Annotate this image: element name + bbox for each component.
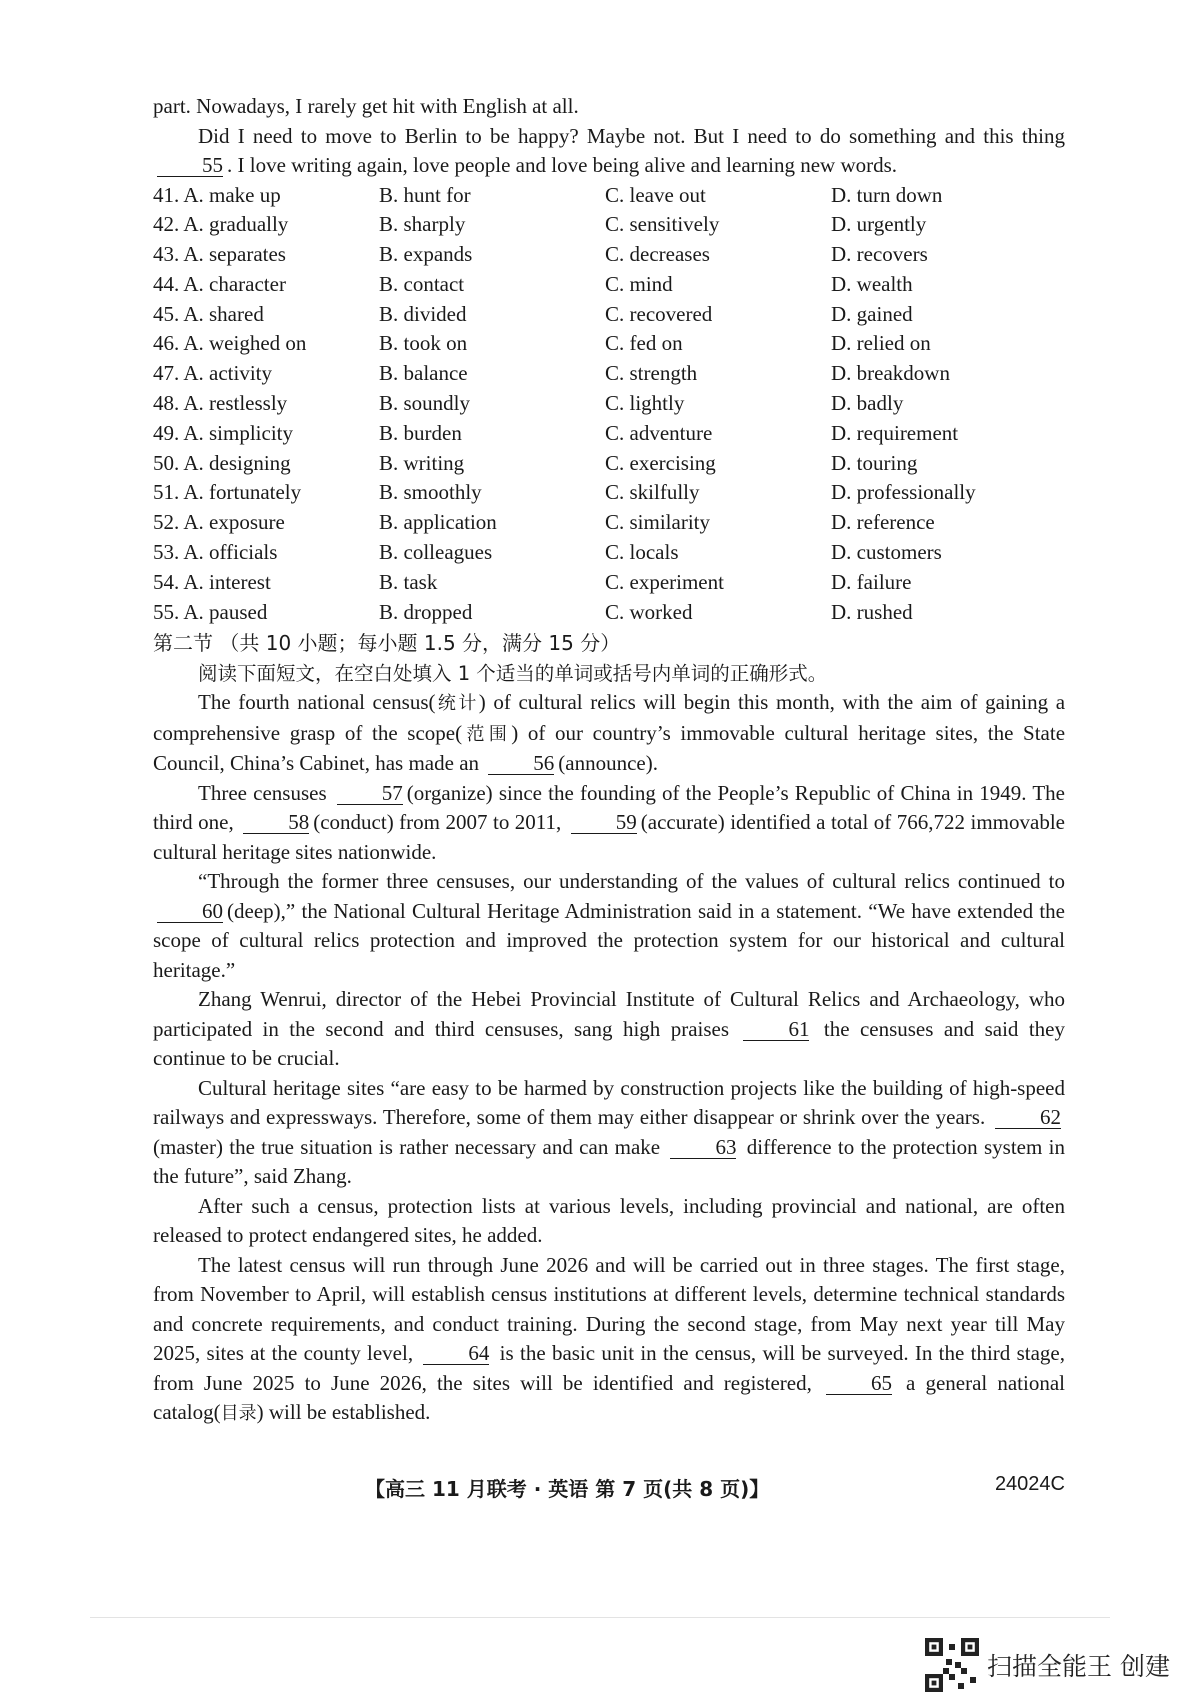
option-cell: D. turn down <box>831 182 943 207</box>
option-cell: 43. A. separates <box>153 242 286 267</box>
paragraph-4 <box>153 985 1065 1074</box>
passage-tail-line: part. Nowadays, I rarely get hit with English at all. <box>153 94 579 118</box>
option-cell: C. skilfully <box>605 480 700 505</box>
text-span: (master) the true situation is rather necessary and can make <box>153 1134 667 1159</box>
blank-60: 60 <box>157 900 223 923</box>
text-span: (deep),” the National Cultural Heritage Administration said in a statement. “We have extended the scope of cultural relics protection and improved the protection system for our historical and cultural heritage.” <box>153 898 1065 982</box>
text-span: difference to the protection system in the future”, said Zhang. <box>153 1134 1065 1189</box>
option-cell: C. lightly <box>605 391 685 416</box>
footer-title: 【高三 11 月联考 · 英语 第 7 页(共 8 页)】 <box>365 1477 770 1501</box>
option-cell: B. hunt for <box>379 182 471 207</box>
gloss: 目录 <box>220 1403 257 1425</box>
option-cell: 41. A. make up <box>153 182 281 207</box>
option-row <box>153 389 1065 419</box>
option-cell: 55. A. paused <box>153 599 268 624</box>
scanner-watermark <box>925 1638 1170 1692</box>
option-cell: D. recovers <box>831 242 928 267</box>
option-cell: C. exercising <box>605 450 716 475</box>
text-span: The latest census will run through June 2026 and will be carried out in three stages. The first stage, from November to April, will establish census institutions at different levels, determine technical standards and concrete requirements, and conduct training. During the second stage, from May next year till May 2025, sites at the county level, <box>153 1252 1065 1366</box>
option-row <box>153 419 1065 449</box>
option-cell: C. experiment <box>605 569 724 594</box>
blank-55: 55 <box>157 154 223 177</box>
option-cell: 44. A. character <box>153 271 286 296</box>
option-cell: B. balance <box>379 361 468 386</box>
divider <box>90 1617 1110 1618</box>
option-cell: 54. A. interest <box>153 569 271 594</box>
option-row <box>153 181 1065 211</box>
option-cell: B. smoothly <box>379 480 482 505</box>
blank-58: 58 <box>243 811 309 834</box>
option-cell: B. sharply <box>379 212 466 237</box>
option-cell: B. soundly <box>379 391 471 416</box>
section-title: 第二节 （共 10 小题；每小题 1.5 分，满分 15 分） <box>153 631 621 656</box>
option-cell: B. took on <box>379 331 468 356</box>
option-cell: B. application <box>379 510 497 535</box>
option-row <box>153 359 1065 389</box>
paragraph-7 <box>153 1251 1065 1429</box>
option-cell: B. contact <box>379 271 465 296</box>
option-row <box>153 538 1065 568</box>
blank-59: 59 <box>571 811 637 834</box>
option-cell: D. touring <box>831 450 918 475</box>
option-cell: C. locals <box>605 540 679 565</box>
option-cell: 53. A. officials <box>153 540 278 565</box>
option-cell: D. badly <box>831 391 904 416</box>
gloss: 范围 <box>462 723 512 745</box>
option-row <box>153 568 1065 598</box>
text-span: Cultural heritage sites “are easy to be harmed by construction projects like the building of high-speed railways and expressways. Therefore, some of them may either disappear or shrink over the years. <box>153 1075 1065 1130</box>
option-cell: D. customers <box>831 540 942 565</box>
option-cell: D. relied on <box>831 331 931 356</box>
option-row <box>153 598 1065 628</box>
text-span: (announce). <box>558 751 658 776</box>
option-cell: C. worked <box>605 599 693 624</box>
blank-56: 56 <box>488 752 554 775</box>
gloss: 统计 <box>435 693 479 715</box>
option-cell: B. writing <box>379 450 465 475</box>
option-cell: C. recovered <box>605 301 713 326</box>
text-span: . I love writing again, love people and love being alive and learning new words. <box>227 153 898 177</box>
paragraph-5 <box>153 1074 1065 1192</box>
text-span: (conduct) from 2007 to 2011, <box>313 810 567 835</box>
option-cell: C. decreases <box>605 242 710 267</box>
option-cell: B. divided <box>379 301 467 326</box>
option-row <box>153 508 1065 538</box>
blank-57: 57 <box>337 782 403 805</box>
option-cell: B. dropped <box>379 599 473 624</box>
option-row <box>153 210 1065 240</box>
option-cell: 45. A. shared <box>153 301 264 326</box>
text-span: Three censuses <box>198 780 333 805</box>
option-cell: B. expands <box>379 242 473 267</box>
option-cell: D. reference <box>831 510 935 535</box>
option-cell: 48. A. restlessly <box>153 391 288 416</box>
text-span: ) of cultural relics will begin this month, with the aim of gaining a comprehensive grasp of the scope( <box>153 690 1066 745</box>
text-span: ) will be established. <box>256 1400 431 1425</box>
option-cell: B. burden <box>379 420 462 445</box>
option-cell: D. gained <box>831 301 913 326</box>
option-cell: 49. A. simplicity <box>153 420 294 445</box>
option-row <box>153 300 1065 330</box>
option-cell: 46. A. weighed on <box>153 331 307 356</box>
text-span: Did I need to move to Berlin to be happy? Maybe not. But I need to do something and this thing <box>198 123 1065 148</box>
option-cell: D. professionally <box>831 480 976 505</box>
footer-code: 24024C <box>994 1473 1065 1495</box>
blank-62: 62 <box>995 1106 1061 1129</box>
blank-63: 63 <box>670 1136 736 1159</box>
option-cell: D. urgently <box>831 212 927 237</box>
section-instruction: 阅读下面短文，在空白处填入 1 个适当的单词或括号内单词的正确形式。 <box>198 661 828 685</box>
option-cell: 51. A. fortunately <box>153 480 302 505</box>
paragraph-6: After such a census, protection lists at various levels, including provincial and national, are often released to protect endangered sites, he added. <box>153 1193 1065 1248</box>
option-cell: B. colleagues <box>379 540 493 565</box>
option-cell: C. adventure <box>605 420 713 445</box>
text-span: The fourth national census( <box>198 690 436 715</box>
text-span: (accurate) identified a total of 766,722 immovable cultural heritage sites nationwide. <box>153 810 1065 864</box>
option-row <box>153 329 1065 359</box>
option-cell: C. fed on <box>605 331 683 356</box>
option-cell: 50. A. designing <box>153 450 291 475</box>
text-span: ) of our country’s immovable cultural heritage sites, the State Council, China’s Cabinet, has made an <box>153 720 1066 776</box>
option-row <box>153 449 1065 479</box>
text-span: a general national catalog( <box>153 1370 1065 1425</box>
option-cell: C. mind <box>605 271 673 296</box>
option-cell: 47. A. activity <box>153 361 272 386</box>
blank-61: 61 <box>743 1018 809 1041</box>
option-row <box>153 240 1065 270</box>
option-cell: C. leave out <box>605 182 706 207</box>
option-row <box>153 270 1065 300</box>
option-cell: D. failure <box>831 569 912 594</box>
option-cell: D. requirement <box>831 420 959 445</box>
exam-page <box>153 92 1065 1429</box>
option-row <box>153 478 1065 508</box>
options-table <box>153 181 1065 628</box>
text-span: is the basic unit in the census, will be surveyed. In the third stage, from June 2025 to June 2026, the sites will be identified and registered, <box>153 1341 1065 1395</box>
watermark-text: 扫描全能王 创建 <box>987 1652 1170 1681</box>
option-cell: C. sensitively <box>605 212 720 237</box>
paragraph-1 <box>153 688 1065 779</box>
passage-tail-paragraph <box>153 122 1065 181</box>
paragraph-2 <box>153 779 1065 868</box>
text-span: (organize) since the founding of the People’s Republic of China in 1949. The third one, <box>153 780 1065 835</box>
blank-64: 64 <box>423 1342 489 1365</box>
text-span: the censuses and said they continue to be crucial. <box>153 1016 1065 1071</box>
option-cell: C. strength <box>605 361 698 386</box>
option-cell: 42. A. gradually <box>153 212 289 237</box>
option-cell: C. similarity <box>605 510 710 535</box>
blank-65: 65 <box>826 1372 892 1395</box>
option-cell: B. task <box>379 569 438 594</box>
paragraph-3 <box>153 867 1065 985</box>
text-span: “Through the former three censuses, our understanding of the values of cultural relics continued to <box>198 869 1065 894</box>
option-cell: D. breakdown <box>831 361 950 386</box>
option-cell: D. wealth <box>831 271 913 296</box>
qr-code-icon <box>925 1638 979 1692</box>
text-span: Zhang Wenrui, director of the Hebei Provincial Institute of Cultural Relics and Archaeology, who participated in the second and third censuses, sang high praises <box>153 987 1065 1041</box>
option-cell: 52. A. exposure <box>153 510 285 535</box>
option-cell: D. rushed <box>831 599 913 624</box>
